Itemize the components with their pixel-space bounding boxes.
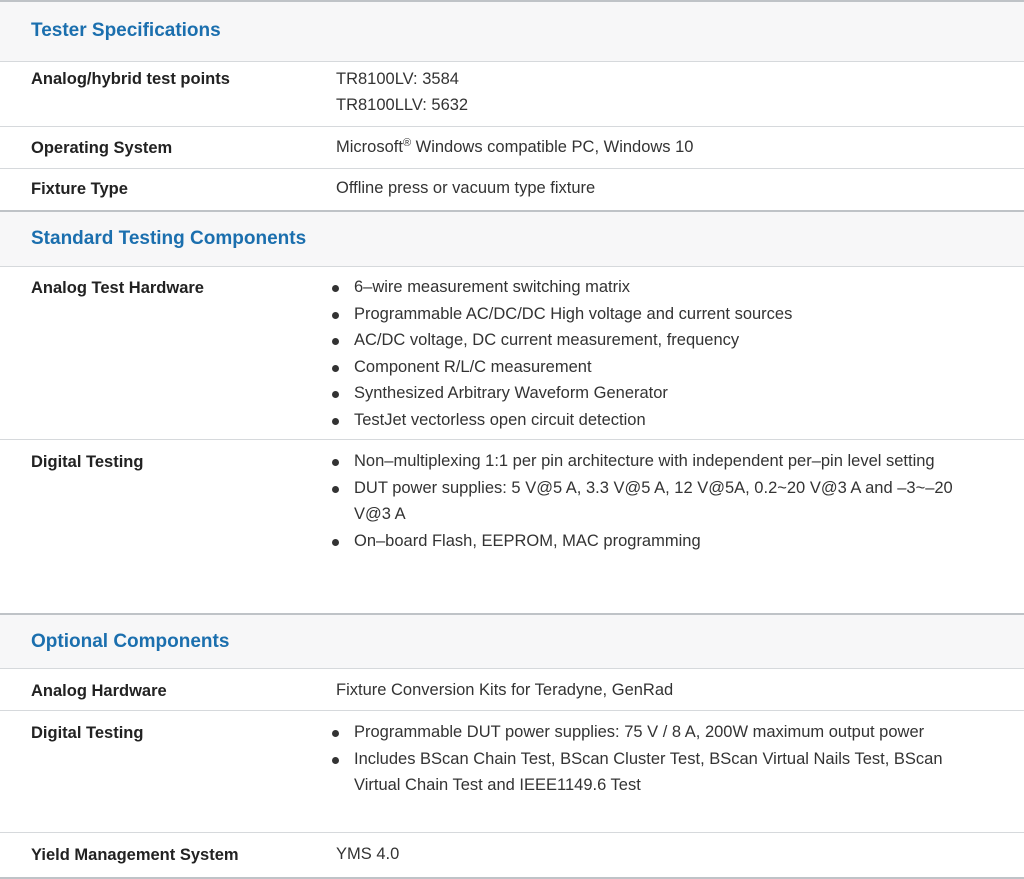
- spec-value-line: Offline press or vacuum type fixture: [336, 179, 596, 197]
- spec-value: [336, 274, 986, 433]
- list-item: [336, 380, 986, 407]
- bullet-icon: [332, 285, 339, 292]
- bullet-list: [336, 719, 976, 799]
- spec-label: Fixture Type: [31, 180, 128, 198]
- list-item: [336, 301, 986, 328]
- spec-value: [336, 719, 976, 799]
- list-item-text: Non–multiplexing 1:1 per pin architecture with independent per–pin level setting: [354, 452, 935, 470]
- spec-label: Digital Testing: [31, 724, 144, 742]
- list-item-text: Synthesized Arbitrary Waveform Generator: [354, 384, 668, 402]
- list-item-text: On–board Flash, EEPROM, MAC programming: [354, 531, 701, 550]
- section-title: Standard Testing Components: [31, 228, 307, 249]
- spec-label: Analog Hardware: [31, 682, 167, 700]
- section-header-optional-components: [0, 613, 1024, 669]
- bullet-icon: [332, 539, 339, 546]
- spec-label: Digital Testing: [31, 453, 144, 471]
- spec-value-text: Windows compatible PC, Windows 10: [411, 138, 694, 156]
- list-item: [336, 354, 986, 381]
- spec-value-line: TR8100LV: 3584: [336, 70, 459, 88]
- spec-row-digital-testing: [0, 440, 1024, 613]
- spec-row-operating-system: [0, 127, 1024, 169]
- spec-row-fixture-type: [0, 169, 1024, 210]
- spec-value: [336, 448, 966, 554]
- section-title: Optional Components: [31, 631, 230, 652]
- list-item-text: 6–wire measurement switching matrix: [354, 278, 631, 296]
- spec-value: [336, 677, 986, 703]
- spec-value: [336, 66, 986, 118]
- list-item-text: Includes BScan Chain Test, BScan Cluster Test, BScan Virtual Nails Test, BScan Virtual Chain Test and IEEE1149.6 Test: [354, 749, 943, 794]
- section-header-tester-specifications: [0, 0, 1024, 62]
- list-item: [336, 528, 966, 555]
- list-item: [336, 327, 986, 354]
- list-item-text: Component R/L/C measurement: [354, 357, 592, 376]
- bullet-list: [336, 274, 986, 433]
- spec-value-line: YMS 4.0: [336, 845, 400, 863]
- spec-row-analog-hardware: [0, 669, 1024, 711]
- list-item-text: Programmable AC/DC/DC High voltage and current sources: [354, 304, 793, 323]
- list-item-text: TestJet vectorless open circuit detection: [354, 410, 646, 429]
- spec-row-analog-hybrid-test-points: [0, 62, 1024, 127]
- bullet-icon: [332, 391, 339, 398]
- section-title: Tester Specifications: [31, 20, 221, 41]
- spec-value-text: Microsoft: [336, 138, 403, 156]
- list-item: [336, 407, 986, 434]
- bullet-icon: [332, 459, 339, 466]
- spec-row-digital-testing-optional: [0, 711, 1024, 833]
- bullet-icon: [332, 338, 339, 345]
- spec-row-analog-test-hardware: [0, 267, 1024, 440]
- list-item-text: DUT power supplies: 5 V@5 A, 3.3 V@5 A, 12 V@5A, 0.2~20 V@3 A and –3~–20 V@3 A: [354, 478, 953, 523]
- spec-row-yield-management-system: [0, 833, 1024, 879]
- spec-value: [336, 134, 986, 160]
- list-item-text: AC/DC voltage, DC current measurement, frequency: [354, 331, 740, 349]
- list-item: [336, 746, 976, 799]
- list-item: [336, 719, 976, 746]
- section-header-standard-testing-components: [0, 210, 1024, 267]
- bullet-icon: [332, 365, 339, 372]
- spec-label: Operating System: [31, 139, 173, 157]
- bullet-icon: [332, 486, 339, 493]
- registered-mark: ®: [402, 137, 412, 149]
- bullet-list: [336, 448, 966, 554]
- list-item: [336, 448, 966, 475]
- spec-value-line: Fixture Conversion Kits for Teradyne, GenRad: [336, 681, 674, 699]
- list-item-text: Programmable DUT power supplies: 75 V / 8 A, 200W maximum output power: [354, 723, 925, 741]
- spec-label: Analog/hybrid test points: [31, 70, 230, 88]
- bullet-icon: [332, 757, 339, 764]
- spec-value-line: TR8100LLV: 5632: [336, 96, 469, 114]
- bullet-icon: [332, 312, 339, 319]
- spec-label: Yield Management System: [31, 846, 239, 864]
- bullet-icon: [332, 418, 339, 425]
- spec-label: Analog Test Hardware: [31, 279, 204, 297]
- list-item: [336, 475, 966, 528]
- bullet-icon: [332, 730, 339, 737]
- spec-value: [336, 841, 986, 867]
- list-item: [336, 274, 986, 301]
- spec-value: [336, 175, 986, 201]
